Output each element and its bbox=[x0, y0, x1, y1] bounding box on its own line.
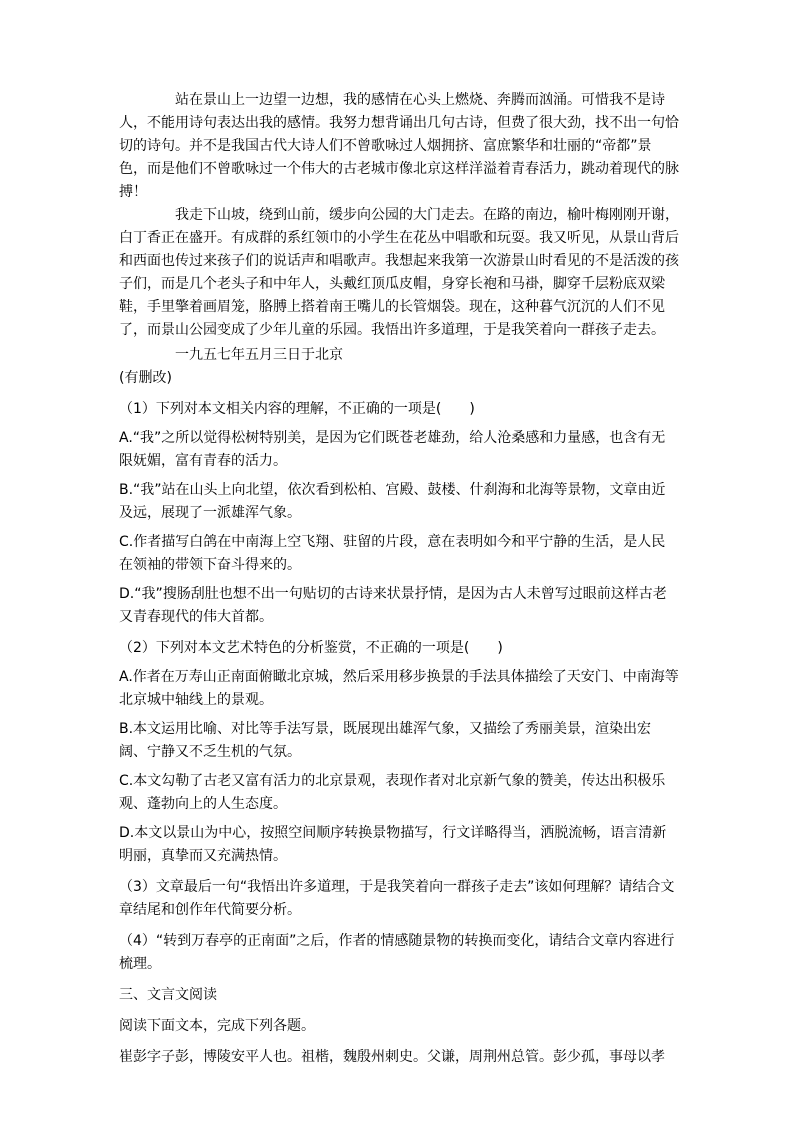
question-1-option-b: B.“我”站在山头上向北望，依次看到松柏、宫殿、鼓楼、什刹海和北海等景物，文章由近及远，展现了一派雄浑气象。 bbox=[119, 482, 666, 521]
question-1-stem: （1）下列对本文相关内容的理解，不正确的一项是( ) bbox=[119, 401, 475, 417]
question-2-option-d: D.本文以景山为中心，按照空间顺序转换景物描写，行文详略得当，洒脱流畅，语言清新明丽，真挚而又充满热情。 bbox=[119, 825, 667, 864]
question-1-option-a: A.“我”之所以觉得松树特别美，是因为它们既苍老雄劲，给人沧桑感和力量感，也含有无限妩媚，富有青春的活力。 bbox=[119, 430, 666, 469]
question-4: （4）“转到万春亭的正南面”之后，作者的情感随景物的转换而变化，请结合文章内容进行梳理。 bbox=[119, 933, 675, 972]
section-3-intro: 阅读下面文本，完成下列各题。 bbox=[119, 1018, 315, 1034]
passage-paragraph-2: 我走下山坡，绕到山前，缓步向公园的大门走去。在路的南边，榆叶梅刚刚开谢，白丁香正在盛开。有成群的系红领巾的小学生在花丛中唱歌和玩耍。我又听见，从景山背后和西面也传过来孩子们的说话声和唱歌声。我想起来我第一次游景山时看见的不是活泼的孩子们，而是几个老头子和中年人，头戴红顶瓜皮帽，身穿长袍和马褂，脚穿千层粉底双梁鞋，手里擎着画眉笼，胳膊上搭着南王嘴儿的长管烟袋。现在，这种暮气沉沉的人们不见了，而景山公园变成了少年儿童的乐园。我悟出许多道理，于是我笑着向一群孩子走去。 bbox=[119, 207, 679, 338]
passage-note: (有删改) bbox=[119, 370, 172, 386]
passage-date: 一九五七年五月三日于北京 bbox=[175, 347, 343, 363]
question-3: （3）文章最后一句“我悟出许多道理，于是我笑着向一群孩子走去”该如何理解？请结合文章结尾和创作年代简要分析。 bbox=[119, 879, 675, 918]
question-2-option-c: C.本文勾勒了古老又富有活力的北京景观，表现作者对北京新气象的赞美，传达出积极乐观、蓬勃向上的人生态度。 bbox=[119, 773, 666, 812]
passage-paragraph-1: 站在景山上一边望一边想，我的感情在心头上燃烧、奔腾而汹涌。可惜我不是诗人，不能用诗句表达出我的感情。我努力想背诵出几句古诗，但费了很大劲，找不出一句恰切的诗句。并不是我国古代大诗人们不曾歌咏过人烟拥挤、富庶繁华和壮丽的“帝都”景色，而是他们不曾歌咏过一个伟大的古老城市像北京这样洋溢着青春活力，跳动着现代的脉搏！ bbox=[119, 92, 679, 200]
section-3-title: 三、文言文阅读 bbox=[119, 987, 217, 1003]
document-content bbox=[119, 89, 679, 1069]
question-1-option-d: D.“我”搜肠刮肚也想不出一句贴切的古诗来状景抒情，是因为古人未曾写过眼前这样古老又青春现代的伟大首都。 bbox=[119, 586, 667, 625]
question-2-option-a: A.作者在万寿山正南面俯瞰北京城，然后采用移步换景的手法具体描绘了天安门、中南海等北京城中轴线上的景观。 bbox=[119, 669, 679, 708]
section-3-text: 崔彭字子彭，博陵安平人也。祖楷，魏殷州刺史。父谦，周荆州总管。彭少孤，事母以孝 bbox=[119, 1049, 665, 1065]
question-2-option-b: B.本文运用比喻、对比等手法写景，既展现出雄浑气象，又描绘了秀丽美景，渲染出宏阔、宁静又不乏生机的气氛。 bbox=[119, 721, 652, 760]
question-2-stem: （2）下列对本文艺术特色的分析鉴赏，不正确的一项是( ) bbox=[119, 640, 503, 656]
question-1-option-c: C.作者描写白鸽在中南海上空飞翔、驻留的片段，意在表明如今和平宁静的生活，是人民在领袖的带领下奋斗得来的。 bbox=[119, 534, 666, 573]
